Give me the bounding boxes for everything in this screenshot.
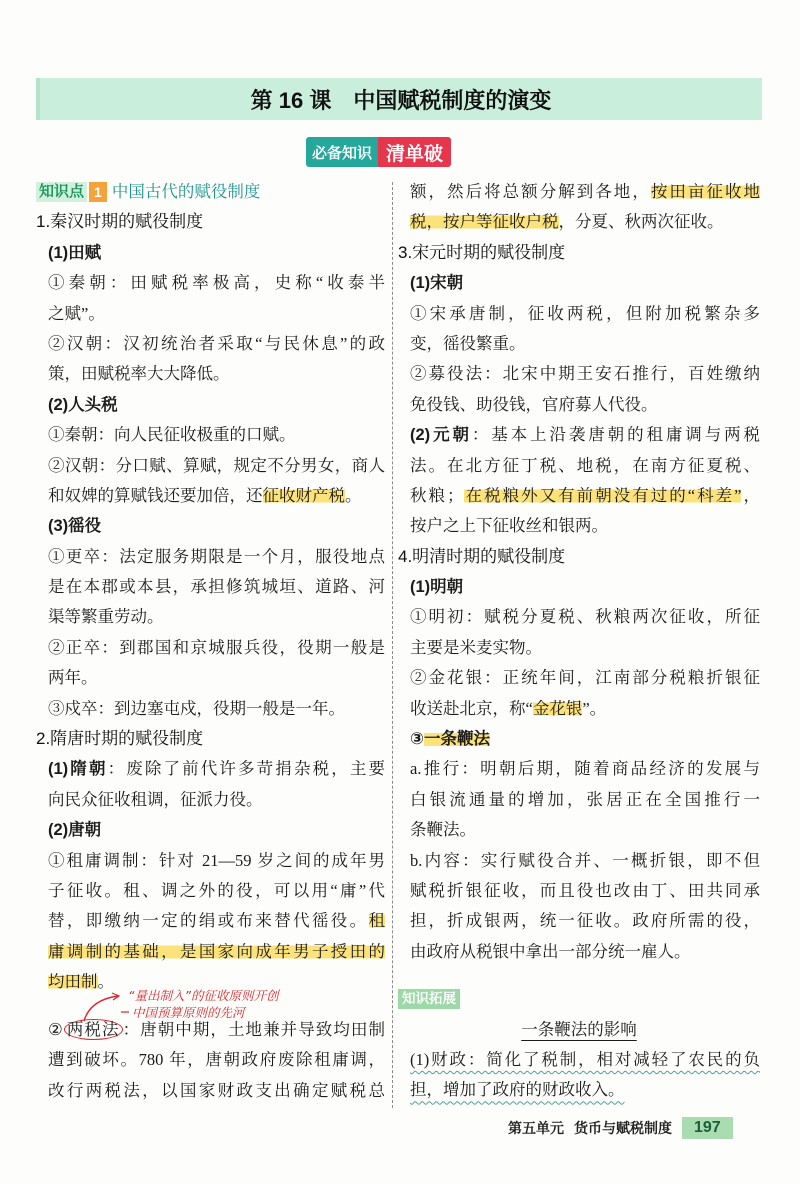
text-line: 按户之上下征收丝和银两。: [410, 516, 608, 536]
highlighted-text: 金花银: [532, 698, 583, 718]
extension-tag: 知识拓展: [398, 989, 460, 1009]
text-line: ③戍卒：到边塞屯戍，役期一般是一年。: [48, 698, 345, 718]
topic-number: 1: [89, 182, 107, 202]
text-line: ①明初：赋税分夏税、秋粮两次征收，所征: [410, 607, 760, 627]
text-segment: 和奴婢的算赋钱还要加倍，还: [48, 485, 263, 505]
text-line: 白银流通量的增加，张居正在全国推行一: [410, 789, 760, 809]
text-segment: ，: [741, 485, 760, 505]
handwritten-note: “量出制入”的征收原则开创: [128, 988, 279, 1003]
topic-tag: 知识点: [36, 182, 87, 202]
text-line: 条鞭法。: [410, 820, 476, 840]
subsection-label: (3)徭役: [48, 517, 102, 536]
text-segment: 秋粮；: [410, 485, 464, 505]
highlighted-text: 一条鞭法: [423, 730, 490, 749]
text-line: 赋税折银征收，而且役也改由丁、田共同承: [410, 880, 760, 900]
subsection-label: (2)人头税: [48, 395, 118, 414]
text-line: 子征收。租、调之外的役，可以用“庸”代: [48, 880, 385, 900]
text-line: 遭到破坏。780 年，唐朝政府废除租庸调，: [48, 1050, 385, 1070]
text-line: ①秦朝：田赋税率极高，史称“收泰半: [48, 273, 385, 293]
text-line: 免役钱、助役钱，官府募人代役。: [410, 394, 658, 414]
highlighted-text: 税，按户等征收户税: [410, 212, 559, 232]
highlighted-text: 庸调制的基础，是国家向成年男子授田的: [48, 941, 385, 961]
badge-checklist: 清单破: [378, 137, 451, 167]
text-segment: 收送赴北京，称“: [410, 698, 533, 718]
text-segment: ：废除了前代许多苛捐杂税，主要: [107, 759, 385, 779]
highlighted-text: 征收财产税: [262, 485, 345, 505]
subsection-label: (2)元朝: [410, 426, 472, 445]
section-heading: 3.宋元时期的赋役制度: [398, 242, 566, 262]
text-segment: ：基本上沿袭唐朝的租庸调与两税: [471, 425, 760, 445]
text-segment: 。: [345, 485, 362, 505]
footer-unit: 第五单元: [508, 1120, 564, 1136]
text-line: 由政府从税银中拿出一部分统一雇人。: [410, 941, 691, 961]
wavy-underlined-text: 担，增加了政府的财政收入。: [410, 1080, 625, 1100]
highlighted-text: 均田制: [48, 972, 98, 992]
text-segment: ②: [48, 1019, 64, 1039]
page-footer: [508, 1117, 733, 1139]
text-line: 主要是米麦实物。: [410, 637, 542, 657]
section-heading: 1.秦汉时期的赋役制度: [36, 212, 204, 232]
lesson-title: 中国赋税制度的演变: [353, 87, 552, 113]
text-line: 两年。: [48, 668, 98, 688]
subsection-label: (1)宋朝: [410, 274, 464, 293]
subsection-label: (1)明朝: [410, 578, 464, 597]
text-line: b.内容：实行赋役合并、一概折银，即不但: [410, 850, 760, 870]
text-line: ②募役法：北宋中期王安石推行，百姓缴纳: [410, 364, 760, 384]
text-line: 改行两税法，以国家财政支出确定赋税总: [48, 1080, 385, 1100]
lesson-number: 第 16 课: [250, 87, 332, 113]
text-line: 渠等繁重劳动。: [48, 607, 164, 627]
subsection-label: (1)田赋: [48, 243, 102, 262]
text-line: 策，田赋税率大大降低。: [48, 364, 230, 384]
text-line: 法。在北方征丁税、地税，在南方征夏税、: [410, 455, 760, 475]
text-line: ①宋承唐制，征收两税，但附加税繁杂多: [410, 303, 760, 323]
text-line: 变，徭役繁重。: [410, 333, 526, 353]
text-line: a.推行：明朝后期，随着商品经济的发展与: [410, 759, 760, 779]
text-line: ①租庸调制：针对 21—59 岁之间的成年男: [48, 850, 385, 870]
subsection-label: (2)唐朝: [48, 821, 102, 840]
text-line: ②汉朝：汉初统治者采取“与民休息”的政: [48, 333, 385, 353]
text-segment: ：唐朝中期，土地兼并导致均田制: [122, 1019, 385, 1039]
text-line: 向民众征收租调，征派力役。: [48, 789, 263, 809]
highlighted-text: 按田亩征收地: [650, 182, 760, 201]
circled-term: 两税法: [64, 1019, 123, 1040]
text-line: ①更卒：法定服务期限是一个月，服役地点: [48, 546, 385, 566]
footer-topic: 货币与赋税制度: [574, 1120, 672, 1136]
highlighted-text: 在税粮外又有前朝没有过的“科差”: [463, 485, 742, 505]
badge-essential-knowledge: 必备知识: [306, 137, 378, 167]
text-line: ②正卒：到郡国和京城服兵役，役期一般是: [48, 637, 385, 657]
page-number: 197: [682, 1117, 733, 1139]
handwritten-note: 中国预算原则的先河: [132, 1005, 245, 1020]
text-line: ②汉朝：分口赋、算赋，规定不分男女，商人: [48, 455, 385, 475]
text-segment: ③: [410, 730, 424, 749]
text-segment: 。: [97, 972, 114, 992]
text-segment: ”。: [582, 698, 607, 718]
extension-title: 一条鞭法的影响: [521, 1019, 637, 1039]
text-line: 是在本郡或本县，承担修筑城垣、道路、河: [48, 577, 385, 597]
section-heading: 2.隋唐时期的赋役制度: [36, 729, 204, 749]
text-line: ①秦朝：向人民征收极重的口赋。: [48, 425, 296, 445]
text-segment: 额，然后将总额分解到各地，: [410, 182, 651, 201]
text-line: 之赋”。: [48, 303, 105, 323]
text-segment: ，分夏、秋两次征收。: [558, 212, 724, 232]
wavy-underlined-text: (1)财政：简化了税制，相对减轻了农民的负: [410, 1049, 760, 1069]
subsection-label: (1)隋朝: [48, 760, 108, 779]
highlighted-text: 租: [368, 911, 385, 931]
text-line: ②金花银：正统年间，江南部分税粮折银征: [410, 668, 760, 688]
text-line: 担，折成银两，统一征收。政府所需的役，: [410, 911, 760, 931]
topic-title: 中国古代的赋役制度: [111, 183, 261, 201]
section-heading: 4.明清时期的赋役制度: [398, 546, 566, 566]
text-segment: 替，即缴纳一定的绢或布来替代徭役。: [48, 911, 369, 931]
